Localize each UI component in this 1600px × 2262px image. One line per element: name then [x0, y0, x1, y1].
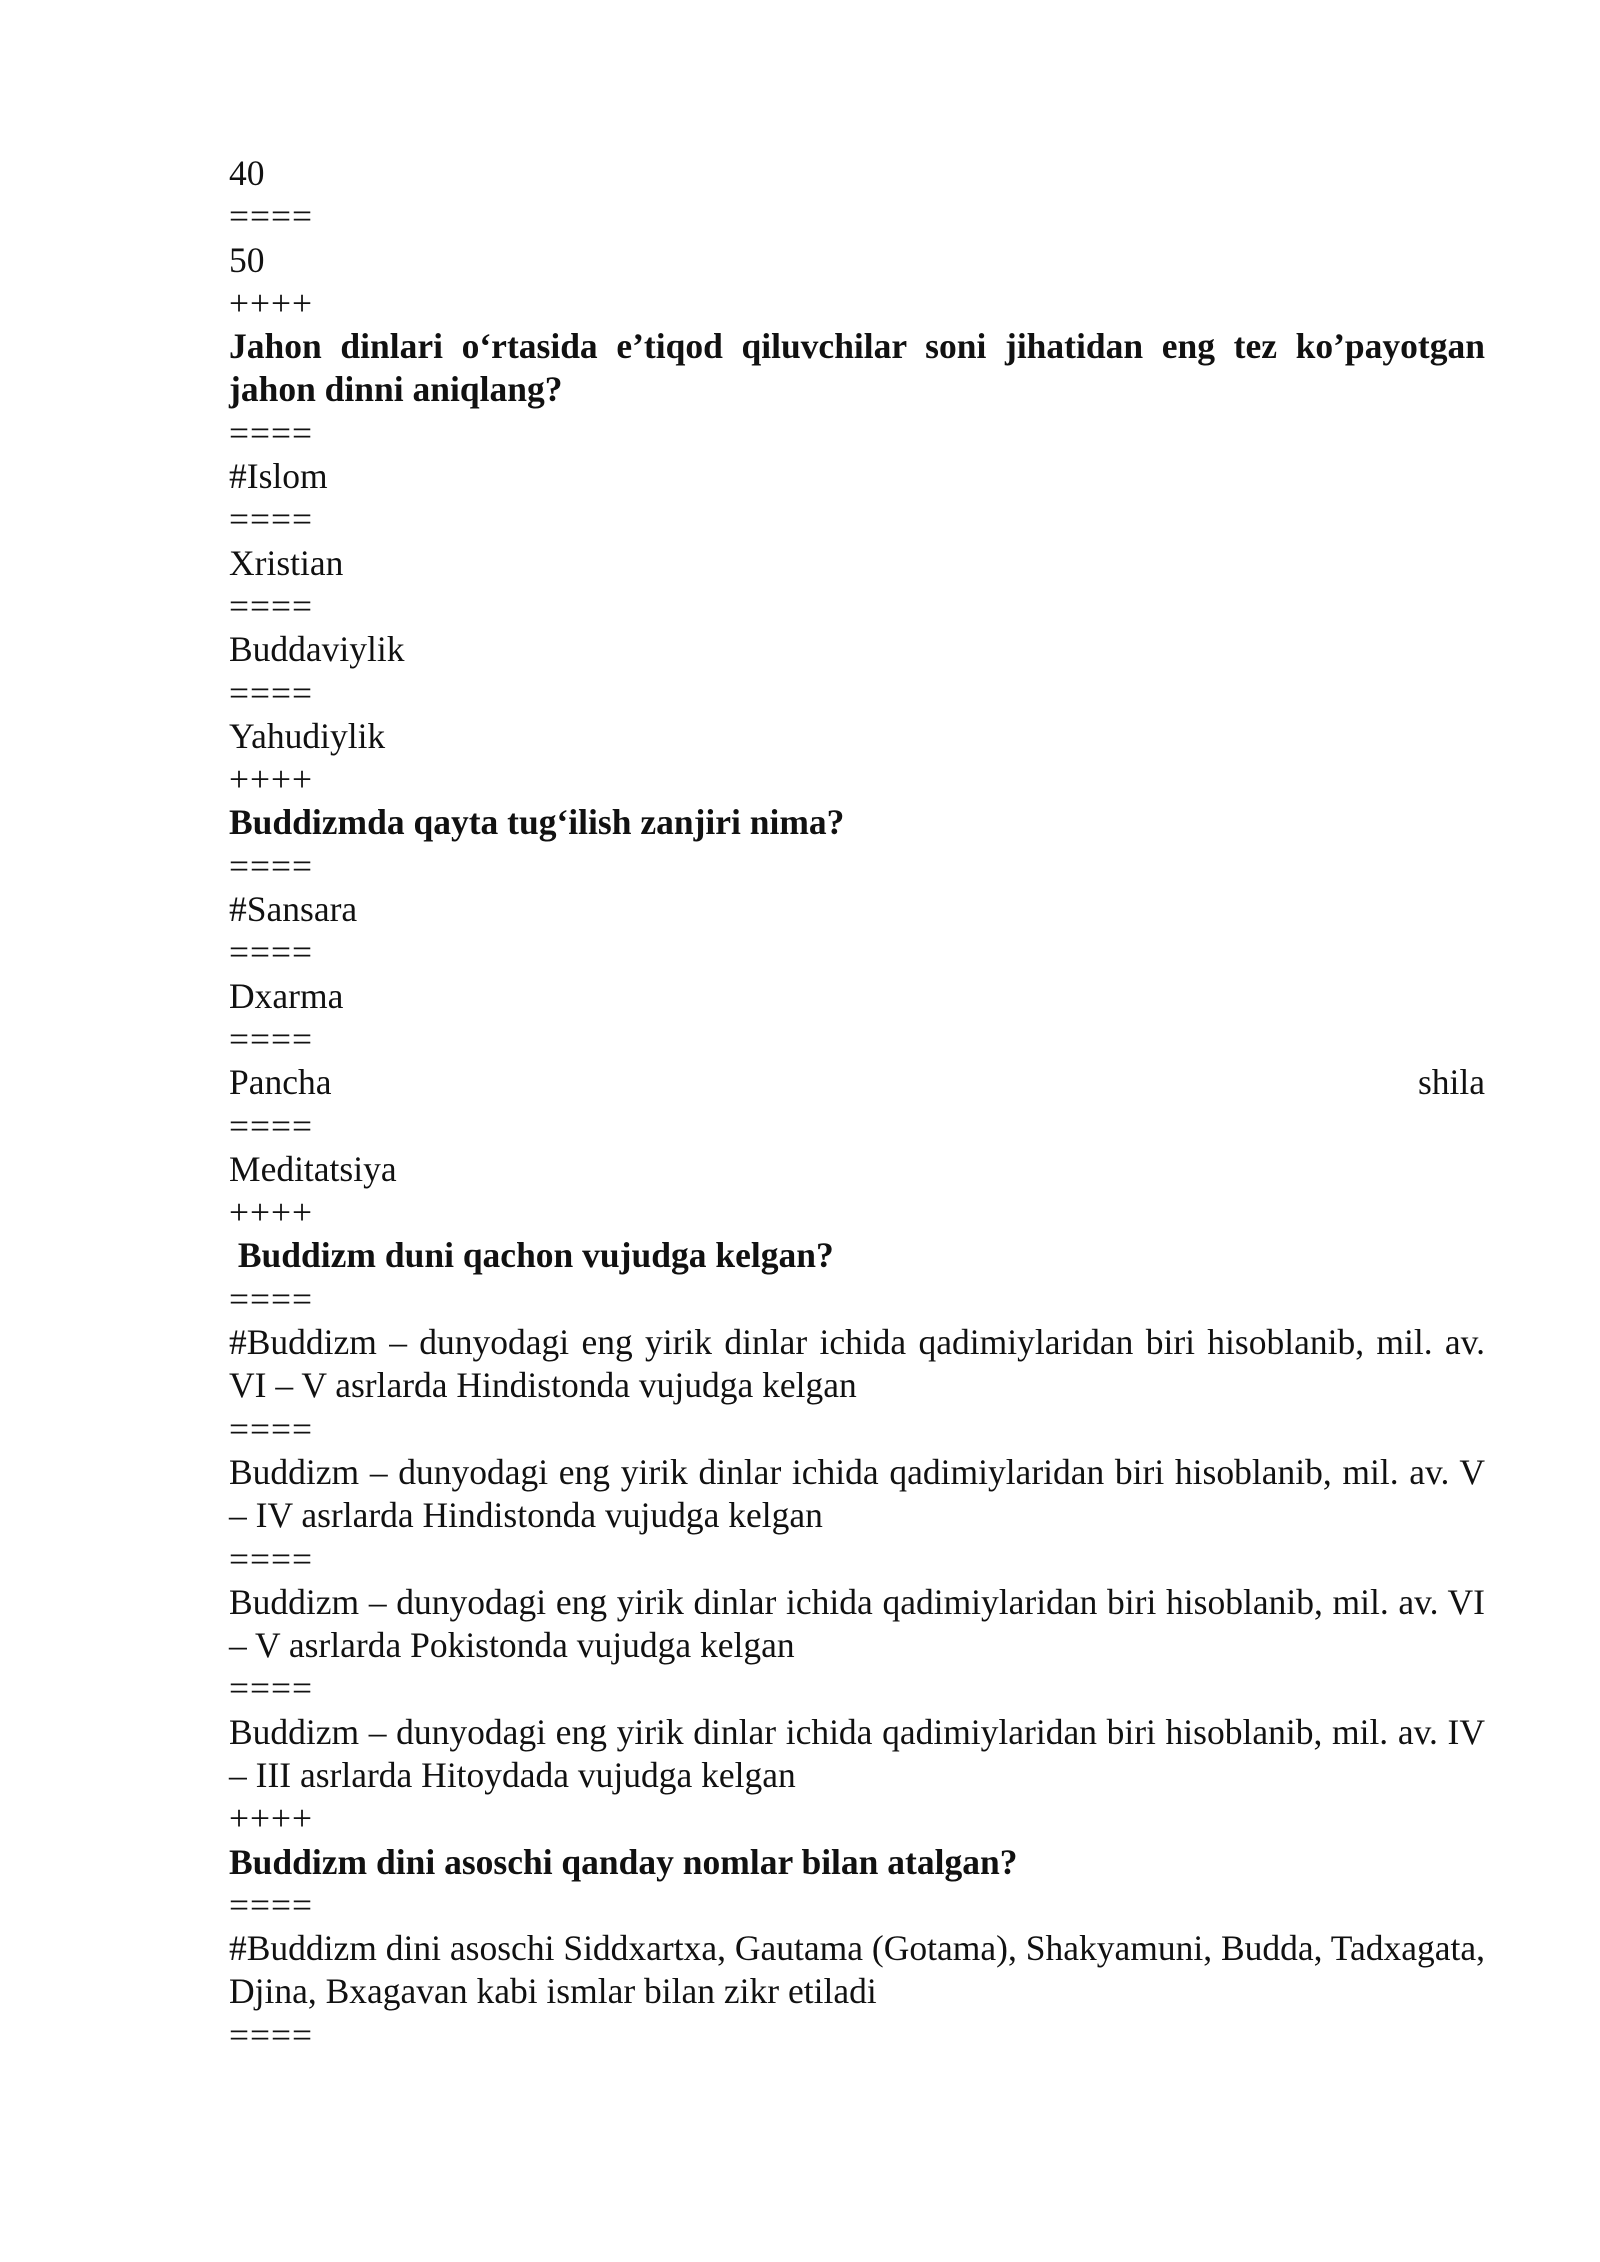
answer-option-text: Dxarma — [229, 975, 344, 1016]
separator-line: ==== — [229, 585, 314, 626]
separator-line: ==== — [229, 196, 314, 237]
question-text: Buddizm dini asoschi qanday nomlar bilan atalgan? — [229, 1841, 1018, 1882]
separator-line: ==== — [229, 672, 314, 713]
separator-line: ==== — [229, 1018, 314, 1059]
document-body — [229, 152, 1494, 2057]
separator-line: ==== — [229, 1105, 314, 1146]
question-text: Jahon dinlari o‘rtasida e’tiqod qiluvchilar soni jihatidan eng tez ko’payotgan jahon dinni aniqlang? — [229, 326, 1494, 410]
answer-option-text: #Islom — [229, 456, 328, 497]
answer-option-text: #Buddizm – dunyodagi eng yirik dinlar ichida qadimiylaridan biri hisoblanib, mil. av. VI – V asrlarda Hindistonda vujudga kelgan — [229, 1322, 1494, 1406]
separator-line: ==== — [229, 845, 314, 886]
answer-option-text: Yahudiylik — [229, 715, 386, 756]
answer-option-text: Buddaviylik — [229, 629, 405, 670]
answer-option-text: Buddizm – dunyodagi eng yirik dinlar ichida qadimiylaridan biri hisoblanib, mil. av. VI – V asrlarda Pokistonda vujudga kelgan — [229, 1581, 1494, 1666]
separator-line: ==== — [229, 1884, 314, 1925]
separator-line: ==== — [229, 1538, 314, 1579]
answer-option-text: Buddizm – dunyodagi eng yirik dinlar ichida qadimiylaridan biri hisoblanib, mil. av. IV – III asrlarda Hitoydada vujudga kelgan — [229, 1711, 1494, 1795]
separator-line: ==== — [229, 2014, 314, 2055]
separator-line: ++++ — [229, 1798, 314, 1839]
answer-option-text: Meditatsiya — [229, 1148, 397, 1189]
separator-line: ==== — [229, 1668, 314, 1709]
separator-line: ==== — [229, 932, 314, 973]
question-text: Buddizm duni qachon vujudga kelgan? — [229, 1235, 834, 1276]
answer-option-text: Xristian — [229, 542, 344, 583]
answer-option-left-text: Pancha — [229, 1062, 332, 1103]
separator-line: ++++ — [229, 759, 314, 800]
separator-line: ++++ — [229, 282, 314, 323]
question-text: Buddizmda qayta tug‘ilish zanjiri nima? — [229, 802, 845, 843]
answer-option-text: 40 — [229, 153, 265, 193]
separator-line: ==== — [229, 1408, 314, 1449]
separator-line: ==== — [229, 412, 314, 453]
answer-option-right-text: shila — [1417, 1062, 1485, 1103]
answer-option-split — [229, 1061, 1485, 1104]
answer-option-text: Buddizm – dunyodagi eng yirik dinlar ichida qadimiylaridan biri hisoblanib, mil. av. V – IV asrlarda Hindistonda vujudga kelgan — [229, 1451, 1494, 1536]
answer-option-text: 50 — [229, 239, 265, 280]
answer-option-text: #Buddizm dini asoschi Siddxartxa, Gautama (Gotama), Shakyamuni, Budda, Tadxagata, Djina, Bxagavan kabi ismlar bilan zikr etiladi — [229, 1928, 1494, 2012]
separator-line: ==== — [229, 499, 314, 540]
answer-option-text: #Sansara — [229, 889, 358, 930]
separator-line: ==== — [229, 1278, 314, 1319]
separator-line: ++++ — [229, 1192, 314, 1233]
